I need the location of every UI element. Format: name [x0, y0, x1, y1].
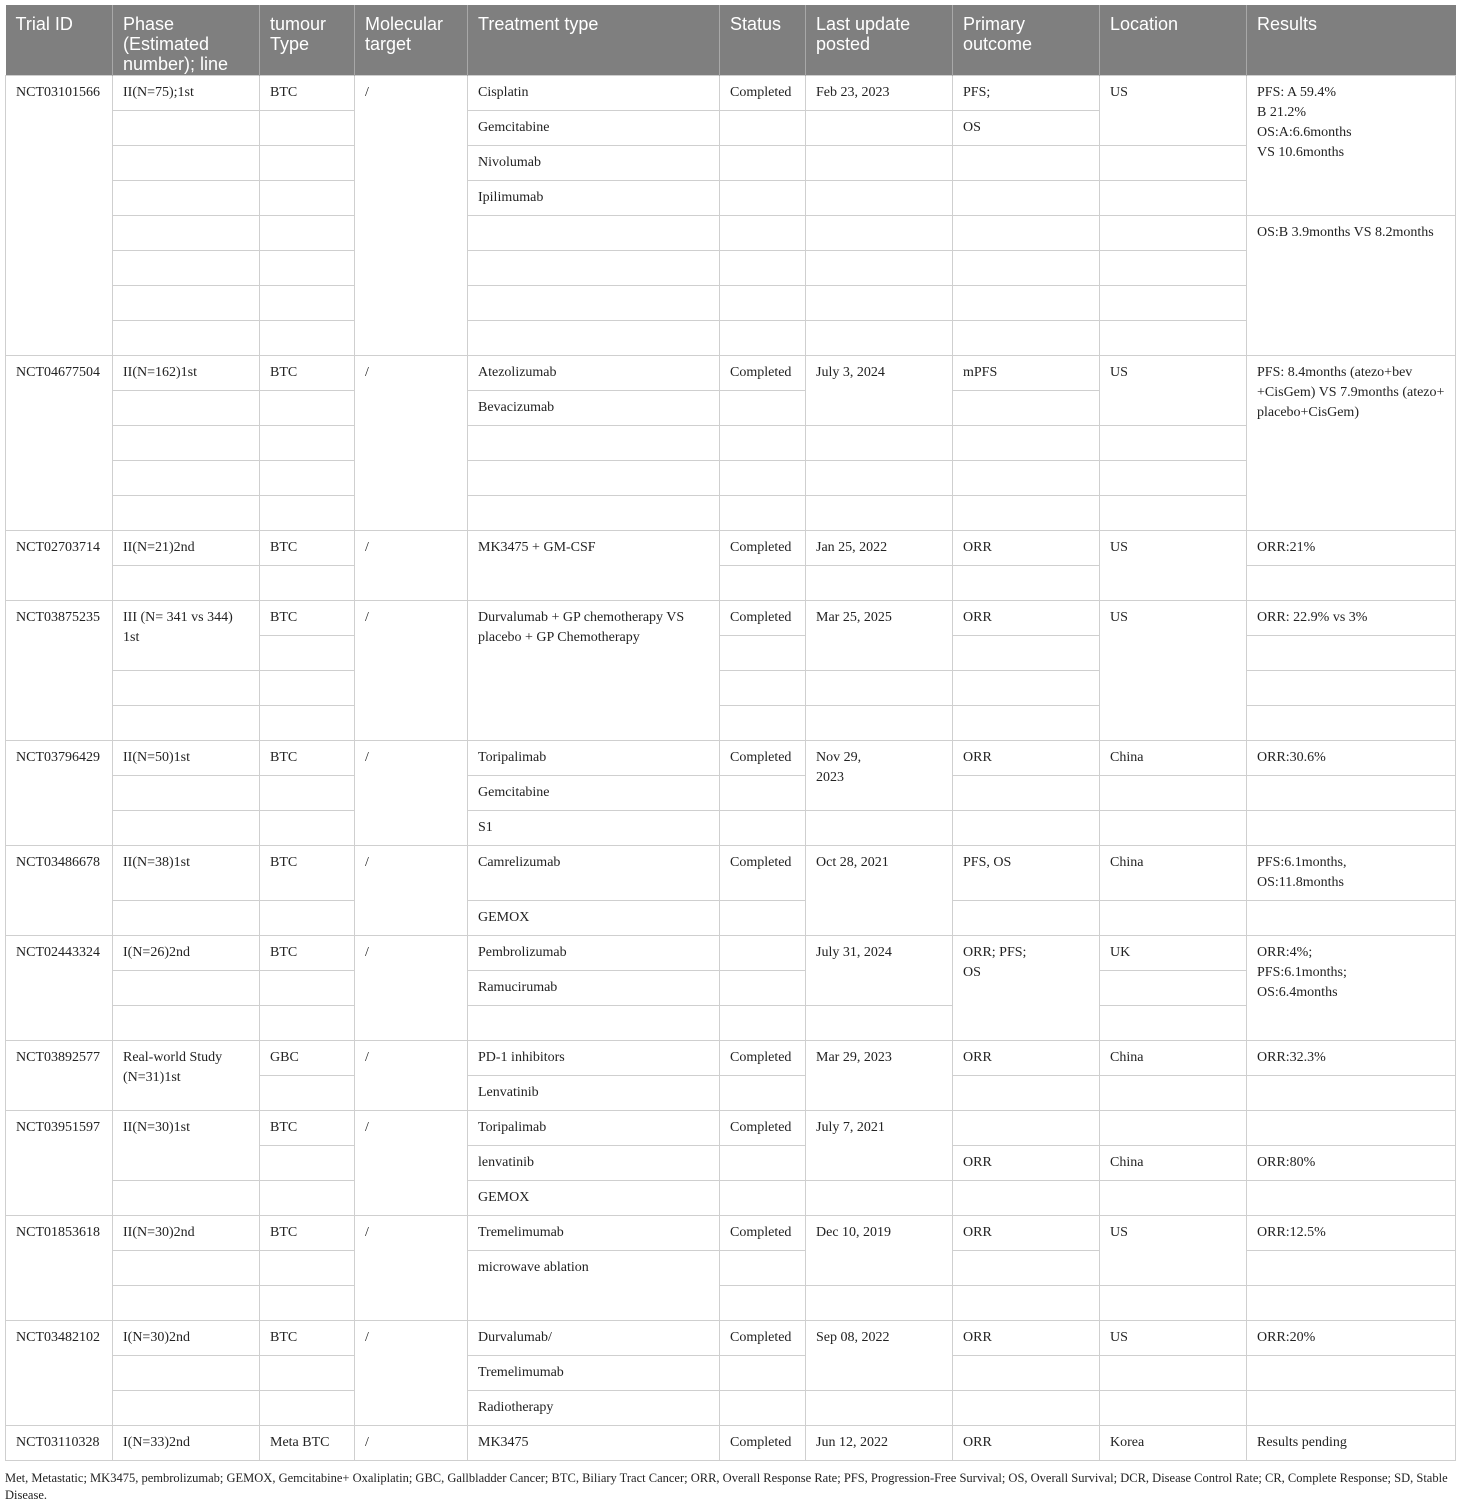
treatment-cell: MK3475 + GM-CSF — [468, 530, 720, 600]
treatment-cell: Gemcitabine — [468, 775, 720, 810]
treatment-cell: Tremelimumab — [468, 1355, 720, 1390]
header-location: Location — [1100, 5, 1247, 75]
phase-cell: II(N=30)2nd — [113, 1215, 260, 1250]
table-row — [6, 75, 1456, 110]
results-cell: Results pending — [1247, 1425, 1456, 1460]
trial-id-cell: NCT03482102 — [6, 1320, 113, 1425]
treatment-cell: Pembrolizumab — [468, 935, 720, 970]
outcome-cell: ORR; PFS; OS — [953, 935, 1100, 1040]
table-row — [6, 970, 1456, 1005]
outcome-cell: ORR — [953, 1215, 1100, 1250]
outcome-cell: ORR — [953, 1320, 1100, 1355]
table-row — [6, 355, 1456, 390]
phase-cell: I(N=26)2nd — [113, 935, 260, 970]
status-cell: Completed — [720, 740, 806, 775]
outcome-cell: ORR — [953, 1425, 1100, 1460]
results-cell: ORR:21% — [1247, 530, 1456, 565]
treatment-cell: lenvatinib — [468, 1145, 720, 1180]
clinical-trials-table — [5, 5, 1456, 1461]
results-cell: ORR:4%; PFS:6.1months; OS:6.4months — [1247, 935, 1456, 1040]
outcome-cell: PFS, OS — [953, 845, 1100, 900]
location-cell: US — [1100, 1215, 1247, 1285]
status-cell: Completed — [720, 1110, 806, 1145]
table-footnote: Met, Metastatic; MK3475, pembrolizumab; GEMOX, Gemcitabine+ Oxaliplatin; GBC, Gallbladder Cancer; BTC, Biliary Tract Cancer; ORR, Overall Response Rate; PFS, Progression-Free Survival; OS, Overall Survival; DCR, Disease Control Rate; CR, Complete Response; SD, Stable Disease. — [5, 1471, 1448, 1502]
phase-cell: II(N=50)1st — [113, 740, 260, 775]
table-row — [6, 285, 1456, 320]
target-cell: / — [355, 1040, 468, 1110]
table-row — [6, 740, 1456, 775]
results-cell: ORR: 22.9% vs 3% — [1247, 600, 1456, 635]
target-cell: / — [355, 600, 468, 740]
header-molecular-target: Molecular target — [355, 5, 468, 75]
table-row — [6, 1320, 1456, 1355]
table-row — [6, 1110, 1456, 1145]
trial-id-cell: NCT03875235 — [6, 600, 113, 740]
target-cell: / — [355, 1320, 468, 1425]
table-row — [6, 1285, 1456, 1320]
outcome-cell: OS — [953, 110, 1100, 145]
target-cell: / — [355, 935, 468, 1040]
table-row — [6, 600, 1456, 635]
table-row — [6, 1390, 1456, 1425]
location-cell: US — [1100, 75, 1247, 145]
target-cell: / — [355, 75, 468, 355]
treatment-cell: PD-1 inhibitors — [468, 1040, 720, 1075]
target-cell: / — [355, 1110, 468, 1215]
table-row — [6, 935, 1456, 970]
location-cell: China — [1100, 1145, 1247, 1180]
trial-id-cell: NCT03796429 — [6, 740, 113, 845]
tumour-cell: BTC — [260, 845, 355, 900]
target-cell: / — [355, 530, 468, 600]
updated-cell: Oct 28, 2021 — [806, 845, 953, 935]
trial-id-cell: NCT03486678 — [6, 845, 113, 935]
updated-cell: Mar 25, 2025 — [806, 600, 953, 670]
header-tumour-type: tumour Type — [260, 5, 355, 75]
treatment-cell: Durvalumab/ — [468, 1320, 720, 1355]
table-row — [6, 495, 1456, 530]
table-row — [6, 250, 1456, 285]
tumour-cell: BTC — [260, 530, 355, 565]
trial-id-cell: NCT03110328 — [6, 1425, 113, 1460]
phase-cell: II(N=21)2nd — [113, 530, 260, 565]
tumour-cell: GBC — [260, 1040, 355, 1075]
target-cell: / — [355, 740, 468, 845]
phase-cell: II(N=75);1st — [113, 75, 260, 110]
phase-cell: II(N=30)1st — [113, 1110, 260, 1180]
tumour-cell: BTC — [260, 1215, 355, 1250]
updated-cell: Jun 12, 2022 — [806, 1425, 953, 1460]
updated-cell: Jan 25, 2022 — [806, 530, 953, 565]
status-cell: Completed — [720, 355, 806, 390]
treatment-cell: Ramucirumab — [468, 970, 720, 1005]
trial-id-cell: NCT03951597 — [6, 1110, 113, 1215]
header-last-update: Last update posted — [806, 5, 953, 75]
table-row — [6, 1425, 1456, 1460]
treatment-cell: microwave ablation — [468, 1250, 720, 1320]
table-row — [6, 460, 1456, 495]
phase-cell: II(N=38)1st — [113, 845, 260, 900]
treatment-cell: GEMOX — [468, 1180, 720, 1215]
table-row — [6, 810, 1456, 845]
treatment-cell: Nivolumab — [468, 145, 720, 180]
location-cell: China — [1100, 845, 1247, 900]
tumour-cell: BTC — [260, 75, 355, 110]
updated-cell: Feb 23, 2023 — [806, 75, 953, 110]
table-row — [6, 775, 1456, 810]
table-row — [6, 530, 1456, 565]
table-row — [6, 845, 1456, 900]
results-cell: ORR:32.3% — [1247, 1040, 1456, 1075]
location-cell: Korea — [1100, 1425, 1247, 1460]
table-row — [6, 1180, 1456, 1215]
location-cell: US — [1100, 530, 1247, 600]
treatment-cell: Toripalimab — [468, 1110, 720, 1145]
target-cell: / — [355, 845, 468, 935]
trial-id-cell: NCT02443324 — [6, 935, 113, 1040]
updated-cell: Sep 08, 2022 — [806, 1320, 953, 1390]
treatment-cell: Lenvatinib — [468, 1075, 720, 1110]
tumour-cell: BTC — [260, 600, 355, 635]
results-cell: PFS:6.1months, OS:11.8months — [1247, 845, 1456, 900]
outcome-cell: ORR — [953, 600, 1100, 635]
table-row — [6, 1355, 1456, 1390]
status-cell: Completed — [720, 1215, 806, 1250]
table-row — [6, 425, 1456, 460]
treatment-cell: Gemcitabine — [468, 110, 720, 145]
status-cell — [720, 935, 806, 970]
phase-cell: I(N=33)2nd — [113, 1425, 260, 1460]
status-cell: Completed — [720, 1425, 806, 1460]
results-cell: OS:B 3.9months VS 8.2months — [1247, 215, 1456, 355]
treatment-cell: Toripalimab — [468, 740, 720, 775]
table-row — [6, 1040, 1456, 1075]
location-cell: UK — [1100, 935, 1247, 970]
outcome-cell: ORR — [953, 530, 1100, 565]
table-row — [6, 900, 1456, 935]
header-row — [6, 5, 1456, 75]
treatment-cell: Tremelimumab — [468, 1215, 720, 1250]
header-primary-outcome: Primary outcome — [953, 5, 1100, 75]
treatment-cell: Camrelizumab — [468, 845, 720, 900]
updated-cell: Nov 29, 2023 — [806, 740, 953, 810]
tumour-cell: BTC — [260, 740, 355, 775]
status-cell: Completed — [720, 1040, 806, 1075]
outcome-cell: ORR — [953, 740, 1100, 775]
table-row — [6, 215, 1456, 250]
results-cell: PFS: A 59.4% B 21.2% OS:A:6.6months VS 10.6months — [1247, 75, 1456, 215]
location-cell: China — [1100, 1040, 1247, 1075]
updated-cell: Mar 29, 2023 — [806, 1040, 953, 1110]
phase-cell: III (N= 341 vs 344) 1st — [113, 600, 260, 670]
results-cell: ORR:80% — [1247, 1145, 1456, 1180]
treatment-cell: MK3475 — [468, 1425, 720, 1460]
table-row — [6, 145, 1456, 180]
status-cell: Completed — [720, 600, 806, 635]
treatment-cell: GEMOX — [468, 900, 720, 935]
treatment-cell: S1 — [468, 810, 720, 845]
updated-cell: July 3, 2024 — [806, 355, 953, 425]
treatment-cell: Durvalumab + GP chemotherapy VS placebo + GP Chemotherapy — [468, 600, 720, 740]
tumour-cell: BTC — [260, 935, 355, 970]
treatment-cell: Radiotherapy — [468, 1390, 720, 1425]
tumour-cell: BTC — [260, 355, 355, 390]
outcome-cell: ORR — [953, 1040, 1100, 1075]
target-cell: / — [355, 1215, 468, 1320]
header-status: Status — [720, 5, 806, 75]
updated-cell: July 31, 2024 — [806, 935, 953, 1005]
treatment-cell: Ipilimumab — [468, 180, 720, 215]
results-cell: ORR:30.6% — [1247, 740, 1456, 775]
status-cell: Completed — [720, 530, 806, 565]
treatment-cell: Bevacizumab — [468, 390, 720, 425]
phase-cell: I(N=30)2nd — [113, 1320, 260, 1355]
tumour-cell: Meta BTC — [260, 1425, 355, 1460]
table-row — [6, 1215, 1456, 1250]
target-cell: / — [355, 1425, 468, 1460]
updated-cell: July 7, 2021 — [806, 1110, 953, 1180]
outcome-cell: ORR — [953, 1145, 1100, 1180]
header-trial-id: Trial ID — [6, 5, 113, 75]
results-cell: PFS: 8.4months (atezo+bev +CisGem) VS 7.9months (atezo+ placebo+CisGem) — [1247, 355, 1456, 530]
phase-cell: II(N=162)1st — [113, 355, 260, 390]
trial-id-cell: NCT04677504 — [6, 355, 113, 530]
status-cell: Completed — [720, 845, 806, 900]
treatment-cell: Cisplatin — [468, 75, 720, 110]
location-cell: US — [1100, 1320, 1247, 1355]
status-cell: Completed — [720, 1320, 806, 1355]
phase-cell: Real-world Study (N=31)1st — [113, 1040, 260, 1110]
results-cell: ORR:20% — [1247, 1320, 1456, 1355]
trial-id-cell: NCT03892577 — [6, 1040, 113, 1110]
header-results: Results — [1247, 5, 1456, 75]
table-row — [6, 1005, 1456, 1040]
table-row — [6, 180, 1456, 215]
trial-id-cell: NCT03101566 — [6, 75, 113, 355]
outcome-cell: PFS; — [953, 75, 1100, 110]
results-cell: ORR:12.5% — [1247, 1215, 1456, 1250]
updated-cell: Dec 10, 2019 — [806, 1215, 953, 1285]
header-treatment-type: Treatment type — [468, 5, 720, 75]
tumour-cell: BTC — [260, 1320, 355, 1355]
outcome-cell: mPFS — [953, 355, 1100, 390]
tumour-cell: BTC — [260, 1110, 355, 1145]
table-row — [6, 320, 1456, 355]
treatment-cell: Atezolizumab — [468, 355, 720, 390]
location-cell: US — [1100, 600, 1247, 740]
trial-id-cell: NCT01853618 — [6, 1215, 113, 1320]
header-phase: Phase (Estimated number); line — [113, 5, 260, 75]
location-cell: China — [1100, 740, 1247, 775]
status-cell: Completed — [720, 75, 806, 110]
target-cell: / — [355, 355, 468, 530]
location-cell: US — [1100, 355, 1247, 425]
trial-id-cell: NCT02703714 — [6, 530, 113, 600]
